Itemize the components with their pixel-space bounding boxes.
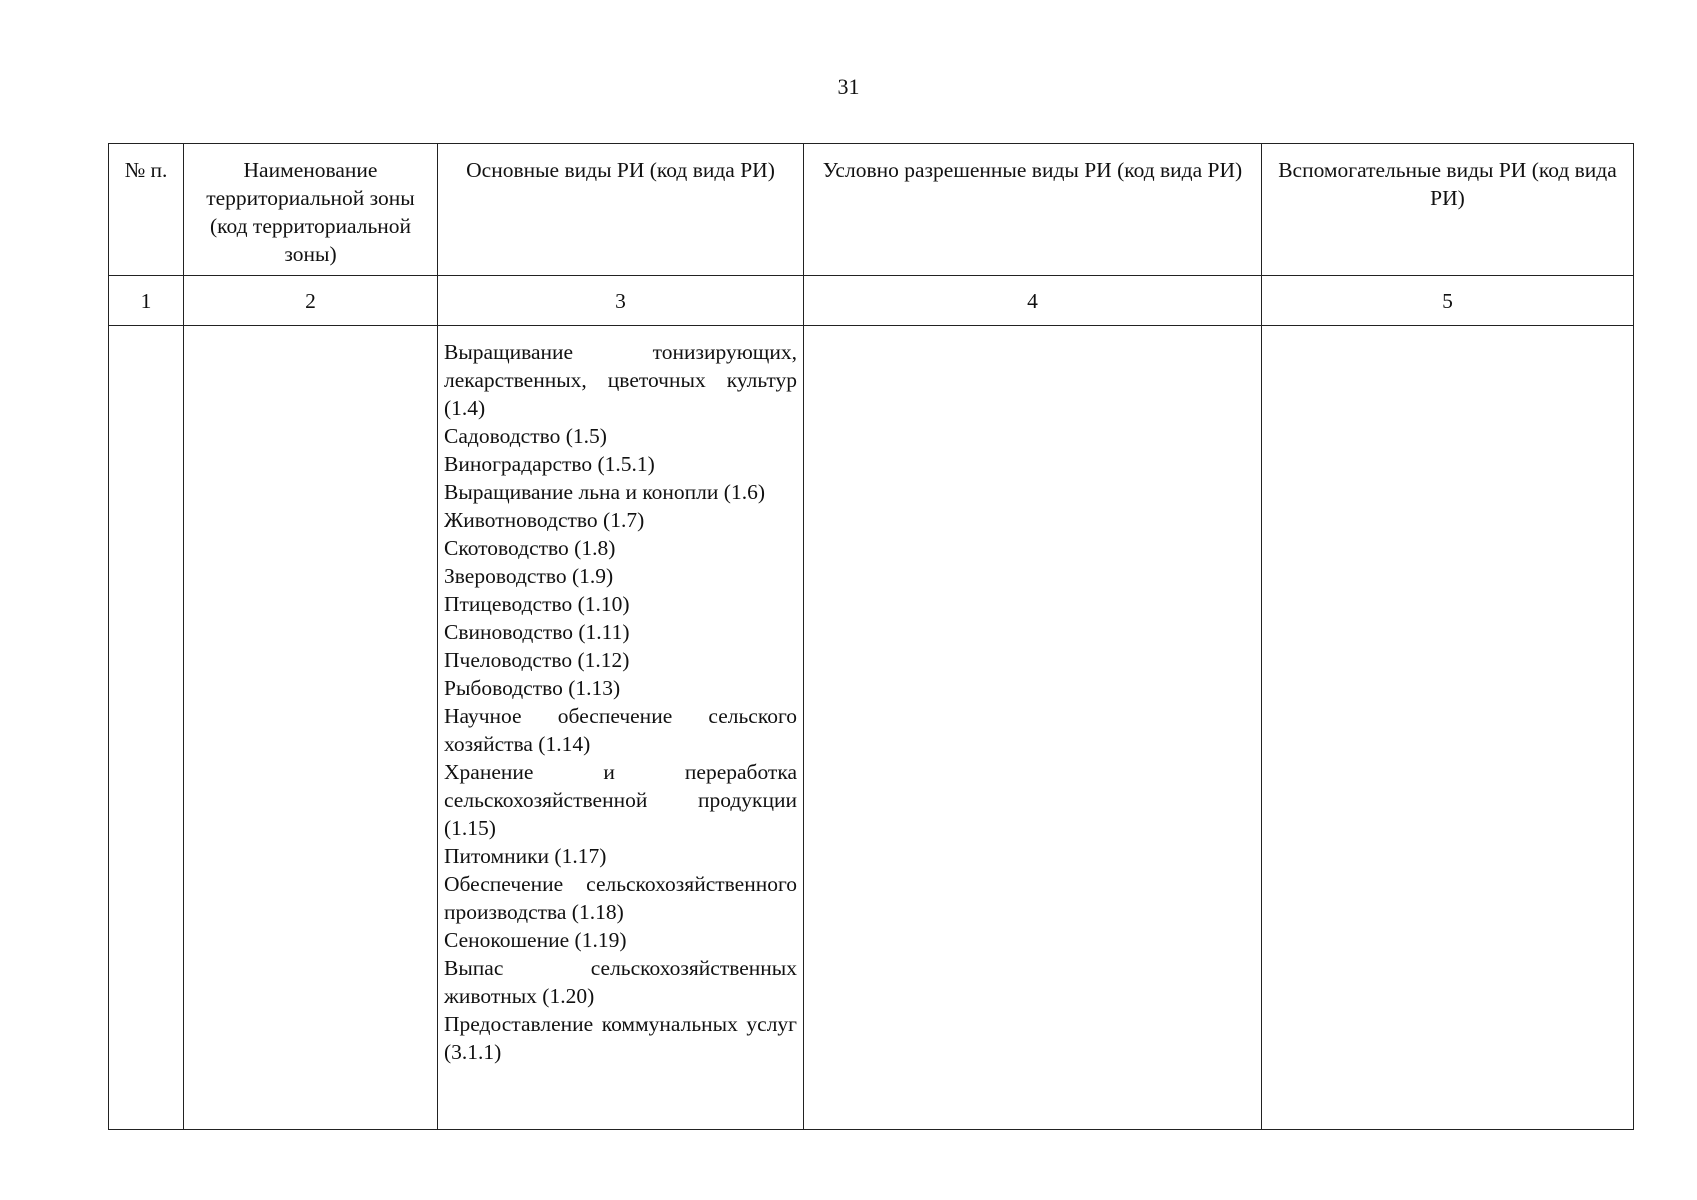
- main-uses-cell: [438, 326, 804, 1130]
- list-item: Рыбоводство (1.13): [444, 676, 621, 700]
- list-item: Предоставление коммунальных услуг (3.1.1): [444, 1012, 797, 1064]
- list-item: Питомники (1.17): [444, 844, 607, 868]
- page-number: 31: [837, 74, 860, 99]
- column-number: 5: [1262, 276, 1634, 326]
- list-item: Пчеловодство (1.12): [444, 648, 630, 672]
- list-item: Сенокошение (1.19): [444, 928, 627, 952]
- auxiliary-uses-cell: [1262, 326, 1634, 1130]
- list-item: Садоводство (1.5): [444, 424, 607, 448]
- header-zone-name: Наименование территориальной зоны (код территориальной зоны): [184, 144, 438, 276]
- list-item: Выпас сельскохозяйственных животных (1.20): [444, 956, 797, 1008]
- list-item: Выращивание тонизирующих, лекарственных, цветочных культур (1.4): [444, 340, 797, 420]
- header-row: [109, 144, 1634, 276]
- list-item: Птицеводство (1.10): [444, 592, 630, 616]
- column-number: 1: [109, 276, 184, 326]
- list-item: Скотоводство (1.8): [444, 536, 616, 560]
- header-main-uses: Основные виды РИ (код вида РИ): [438, 144, 804, 276]
- list-item: Звероводство (1.9): [444, 564, 614, 588]
- list-item: Животноводство (1.7): [444, 508, 645, 532]
- row-number-cell: [109, 326, 184, 1130]
- list-item: Хранение и переработка сельскохозяйственной продукции (1.15): [444, 760, 797, 840]
- list-item: Свиноводство (1.11): [444, 620, 630, 644]
- list-item: Научное обеспечение сельского хозяйства (1.14): [444, 704, 797, 756]
- header-auxiliary-uses: Вспомогательные виды РИ (код вида РИ): [1262, 144, 1634, 276]
- column-number: 2: [184, 276, 438, 326]
- header-number: № п.: [109, 144, 184, 276]
- zone-name-cell: [184, 326, 438, 1130]
- list-item: Обеспечение сельскохозяйственного производства (1.18): [444, 872, 797, 924]
- header-conditional-uses: Условно разрешенные виды РИ (код вида РИ): [804, 144, 1262, 276]
- column-numbers-row: [109, 276, 1634, 326]
- list-item: Виноградарство (1.5.1): [444, 452, 655, 476]
- main-uses-list: [444, 338, 797, 1066]
- table-row: [109, 326, 1634, 1130]
- list-item: Выращивание льна и конопли (1.6): [444, 480, 765, 504]
- zones-table: [108, 143, 1634, 1130]
- column-number: 3: [438, 276, 804, 326]
- conditional-uses-cell: [804, 326, 1262, 1130]
- column-number: 4: [804, 276, 1262, 326]
